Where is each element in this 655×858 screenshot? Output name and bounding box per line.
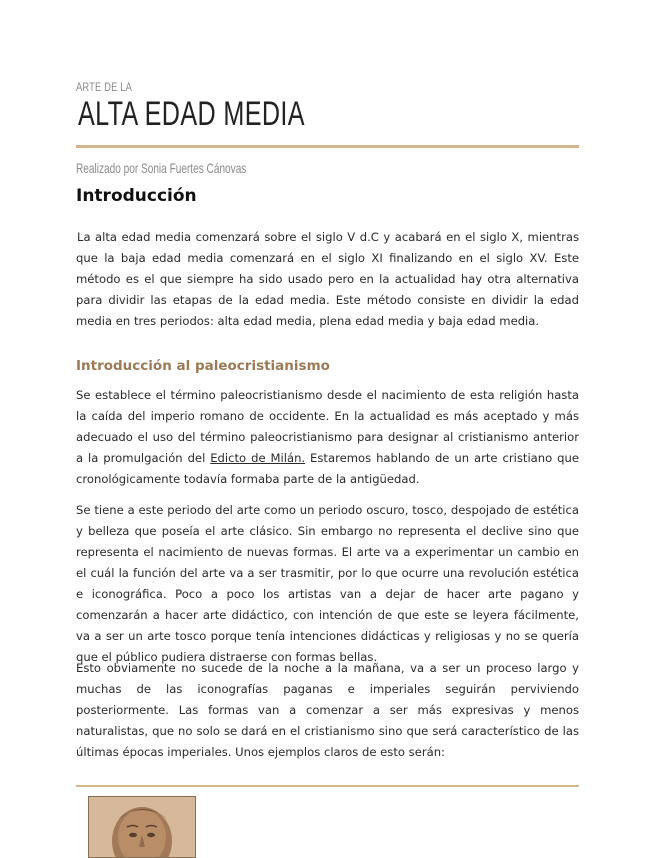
sculpture-head-illustration	[89, 797, 195, 857]
paleo-paragraph-2: Se tiene a este periodo del arte como un periodo oscuro, tosco, despojado de estética y belleza que poseía el arte clásico. Sin embargo no representa el declive sino que representa el nacimiento de nuevas formas. El arte va a experimentar un cambio en el cuál la función del arte va a ser trasmitir, por lo que ocurre una revolución estética e iconográfica. Poco a poco los artistas van a dejar de hacer arte pagano y comenzarán a hacer arte didáctico, con intención de que este se leyera fácilmente, va a ser un arte tosco porque tenía intenciones didácticas y religiosas y no se quería que el público pudiera distraerse con formas bellas.	[76, 503, 579, 664]
author-line: Realizado por Sonia Fuertes Cánovas	[76, 160, 247, 176]
edicto-de-milan-link[interactable]: Edicto de Milán.	[210, 451, 306, 465]
page-title: ALTA EDAD MEDIA	[78, 95, 305, 133]
intro-paragraph: La alta edad media comenzará sobre el siglo V d.C y acabará en el siglo X, mientras que la baja edad media comenzará en el siglo XI finalizando en el siglo XV. Este método es el que siempre ha sido usado pero en la actualidad hay otra alternativa para dividir las etapas de la edad media. Este método consiste en dividir la edad media en tres periodos: alta edad media, plena edad media y baja edad media.	[76, 230, 579, 328]
paleo-heading: Introducción al paleocristianismo	[76, 358, 330, 374]
section-divider	[76, 785, 579, 787]
paleo-paragraph-1-start: Se establece el término paleocristianismo desde el nacimiento de esta religión hasta la caída del imperio romano de occidente. En la actualidad es más aceptado y más adecuado el uso del término paleocristianismo para designar al cristianismo anterior a la promulgación del	[76, 388, 579, 465]
paleo-paragraph-1-end: Estaremos hablando de un arte cristiano que cronológicamente todavía formaba parte de la antigüedad.	[76, 451, 579, 486]
intro-heading: Introducción	[76, 186, 197, 206]
title-kicker: ARTE DE LA	[76, 80, 133, 94]
title-divider	[76, 145, 579, 148]
paleo-paragraph-3: Esto obviamente no sucede de la noche a la mañana, va a ser un proceso largo y muchas de las iconografías paganas e imperiales seguirán perviviendo posteriormente. Las formas van a comenzar a ser más expresivas y menos naturalistas, que no solo se dará en el cristianismo sino que será característico de las últimas épocas imperiales. Unos ejemplos claros de esto serán:	[76, 661, 579, 759]
paleo-paragraph-1	[76, 385, 579, 490]
sculpture-portrait-image	[88, 796, 196, 858]
